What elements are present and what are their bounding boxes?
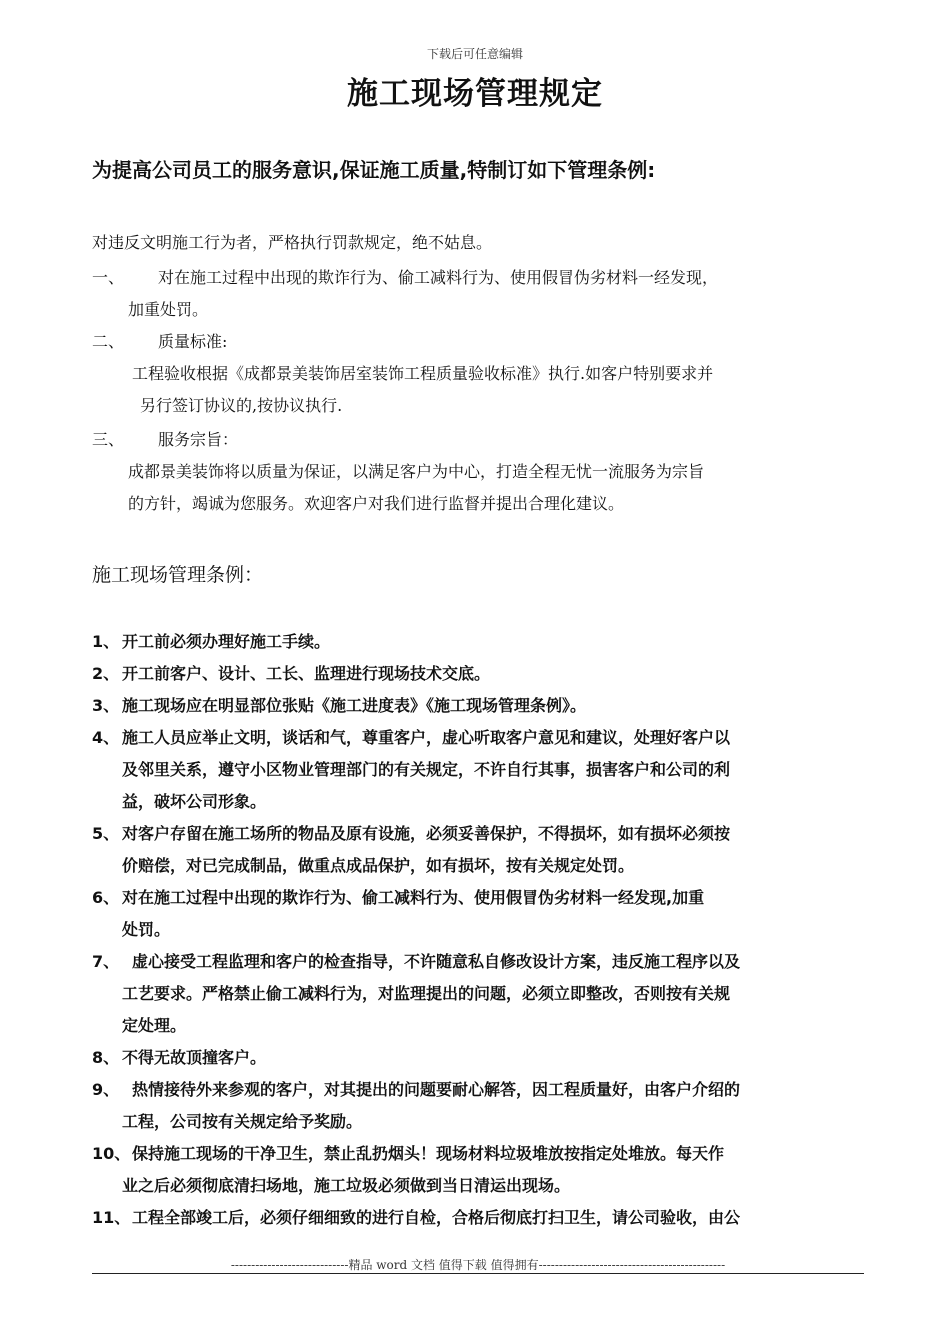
rule-line: 虚心接受工程监理和客户的检查指导，不许随意私自修改设计方案，违反施工程序以及	[132, 952, 741, 971]
rule-line: 益，破坏公司形象。	[122, 792, 267, 811]
rule-number: 1、	[92, 632, 120, 651]
rule-number: 10、	[92, 1144, 131, 1163]
list-item	[92, 722, 864, 818]
subtitle: 为提高公司员工的服务意识,保证施工质量,特制订如下管理条例:	[92, 158, 656, 182]
rule-line: 热情接待外来参观的客户，对其提出的问题要耐心解答，因工程质量好，由客户介绍的	[132, 1080, 741, 1099]
list-item	[92, 818, 864, 882]
list-item	[92, 946, 864, 1042]
rule-line: 开工前客户、设计、工长、监理进行现场技术交底。	[122, 664, 491, 683]
section-line: 对在施工过程中出现的欺诈行为、偷工减料行为、使用假冒伪劣材料一经发现，	[158, 268, 719, 287]
section-2-body	[132, 358, 872, 422]
list-item	[92, 690, 864, 722]
footer-divider	[92, 1273, 864, 1274]
intro-text: 对违反文明施工行为者，严格执行罚款规定，绝不姑息。	[92, 233, 493, 252]
rule-number: 7、	[92, 952, 120, 971]
list-item	[92, 1138, 864, 1202]
section-3	[92, 424, 864, 456]
rule-line: 工程，公司按有关规定给予奖励。	[122, 1112, 363, 1131]
rule-line: 对客户存留在施工场所的物品及原有设施，必须妥善保护，不得损坏，如有损坏必须按	[122, 824, 731, 843]
rule-line: 工程全部竣工后，必须仔细细致的进行自检，合格后彻底打扫卫生，请公司验收，由公	[132, 1208, 741, 1227]
rule-line: 及邻里关系，遵守小区物业管理部门的有关规定，不许自行其事，损害客户和公司的利	[122, 760, 731, 779]
rule-line: 定处理。	[122, 1016, 187, 1035]
list-item	[92, 658, 864, 690]
section-line: 的方针，竭诚为您服务。欢迎客户对我们进行监督并提出合理化建议。	[128, 494, 625, 513]
section-label: 质量标准:	[158, 332, 228, 351]
section-number: 一、	[92, 268, 125, 287]
rule-number: 6、	[92, 888, 120, 907]
rule-number: 4、	[92, 728, 120, 747]
rule-number: 2、	[92, 664, 120, 683]
section-line: 成都景美装饰将以质量为保证，以满足客户为中心，打造全程无忧一流服务为宗旨	[128, 462, 705, 481]
rule-line: 不得无故顶撞客户。	[122, 1048, 267, 1067]
section-3-body	[128, 456, 868, 520]
header-note: 下载后可任意编辑	[426, 47, 523, 61]
rule-number: 11、	[92, 1208, 131, 1227]
rule-line: 保持施工现场的干净卫生，禁止乱扔烟头！现场材料垃圾堆放按指定处堆放。每天作	[132, 1144, 725, 1163]
footer-text: -----------------------------精品 word 文档 值得下载 值得拥有----------------------------------------------	[230, 1258, 726, 1272]
rules-title: 施工现场管理条例：	[92, 564, 264, 586]
list-item	[92, 626, 864, 658]
section-line: 另行签订协议的,按协议执行.	[140, 396, 343, 415]
rules-list	[92, 626, 864, 1234]
rule-line: 价赔偿，对已完成制品，做重点成品保护，如有损坏，按有关规定处罚。	[122, 856, 635, 875]
rule-line: 施工人员应举止文明，谈话和气，尊重客户，虚心听取客户意见和建议，处理好客户以	[122, 728, 731, 747]
rule-line: 开工前必须办理好施工手续。	[122, 632, 331, 651]
section-number: 二、	[92, 332, 125, 351]
list-item	[92, 1074, 864, 1138]
list-item	[92, 882, 864, 946]
rule-number: 9、	[92, 1080, 120, 1099]
section-2	[92, 326, 864, 358]
section-label: 服务宗旨：	[158, 430, 239, 449]
rule-line: 工艺要求。严格禁止偷工减料行为，对监理提出的问题，必须立即整改，否则按有关规	[122, 984, 731, 1003]
rule-line: 处罚。	[122, 920, 171, 939]
rule-line: 施工现场应在明显部位张贴《施工进度表》《施工现场管理条例》。	[122, 696, 587, 715]
list-item	[92, 1202, 864, 1234]
section-line: 加重处罚。	[128, 300, 209, 319]
section-number: 三、	[92, 430, 125, 449]
rule-number: 3、	[92, 696, 120, 715]
list-item	[92, 1042, 864, 1074]
page-title: 施工现场管理规定	[347, 76, 603, 112]
rule-line: 业之后必须彻底清扫场地，施工垃圾必须做到当日清运出现场。	[122, 1176, 571, 1195]
section-line: 工程验收根据《成都景美装饰居室装饰工程质量验收标准》执行.如客户特别要求并	[132, 364, 714, 383]
rule-number: 5、	[92, 824, 120, 843]
rule-line: 对在施工过程中出现的欺诈行为、偷工减料行为、使用假冒伪劣材料一经发现,加重	[122, 888, 705, 907]
rule-number: 8、	[92, 1048, 120, 1067]
section-1	[92, 262, 864, 326]
